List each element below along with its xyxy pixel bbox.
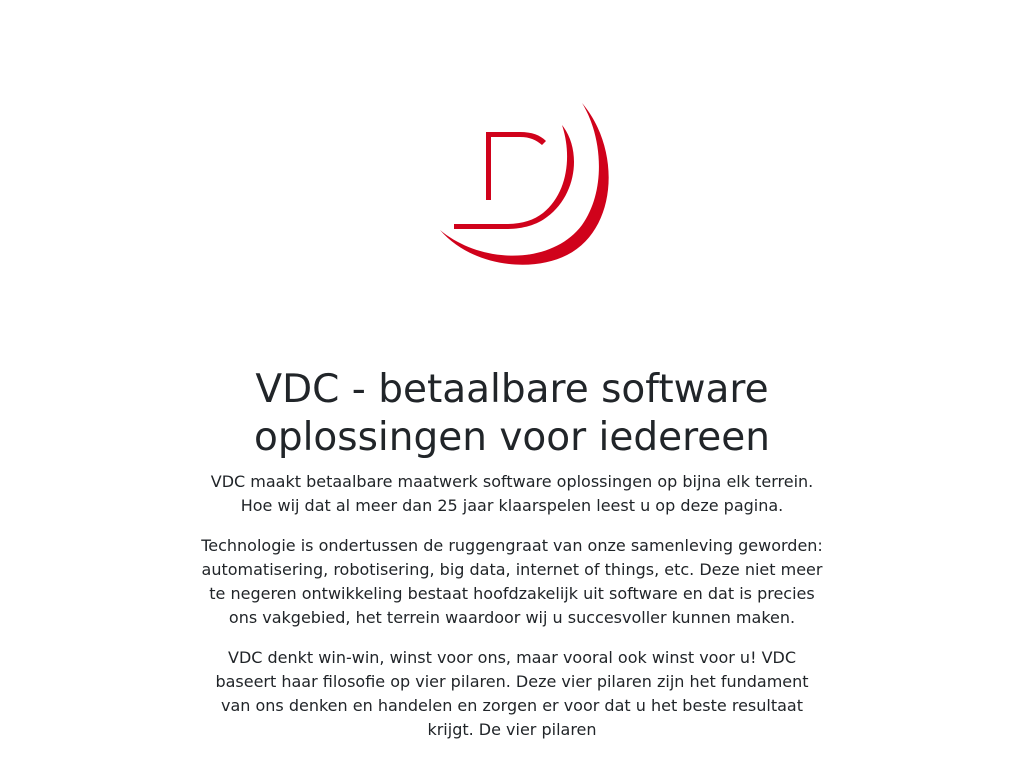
page-title: VDC - betaalbare software oplossingen voor iedereen — [253, 367, 771, 460]
vdc-logo-icon — [422, 95, 622, 280]
vdc-logo — [422, 95, 622, 280]
philosophy-paragraph: VDC denkt win-win, winst voor ons, maar vooral ook winst voor u! VDC baseert haar filosofie op vier pilaren. Deze vier pilaren zijn het fundament van ons denken en handelen en zorgen er voor dat u het beste resultaat krijgt. De vier pilaren — [215, 648, 809, 739]
hero-section — [200, 366, 824, 758]
technology-paragraph: Technologie is ondertussen de ruggengraat van onze samenleving geworden: automatisering, robotisering, big data, internet of things, etc. Deze niet meer te negeren ontwikkeling bestaat hoofdzakelijk uit software en dat is precies ons vakgebied, het terrein waardoor wij u succesvoller kunnen maken. — [201, 536, 823, 627]
intro-paragraph: VDC maakt betaalbare maatwerk software oplossingen op bijna elk terrein. Hoe wij dat al meer dan 25 jaar klaarspelen leest u op deze pagina. — [210, 472, 814, 515]
